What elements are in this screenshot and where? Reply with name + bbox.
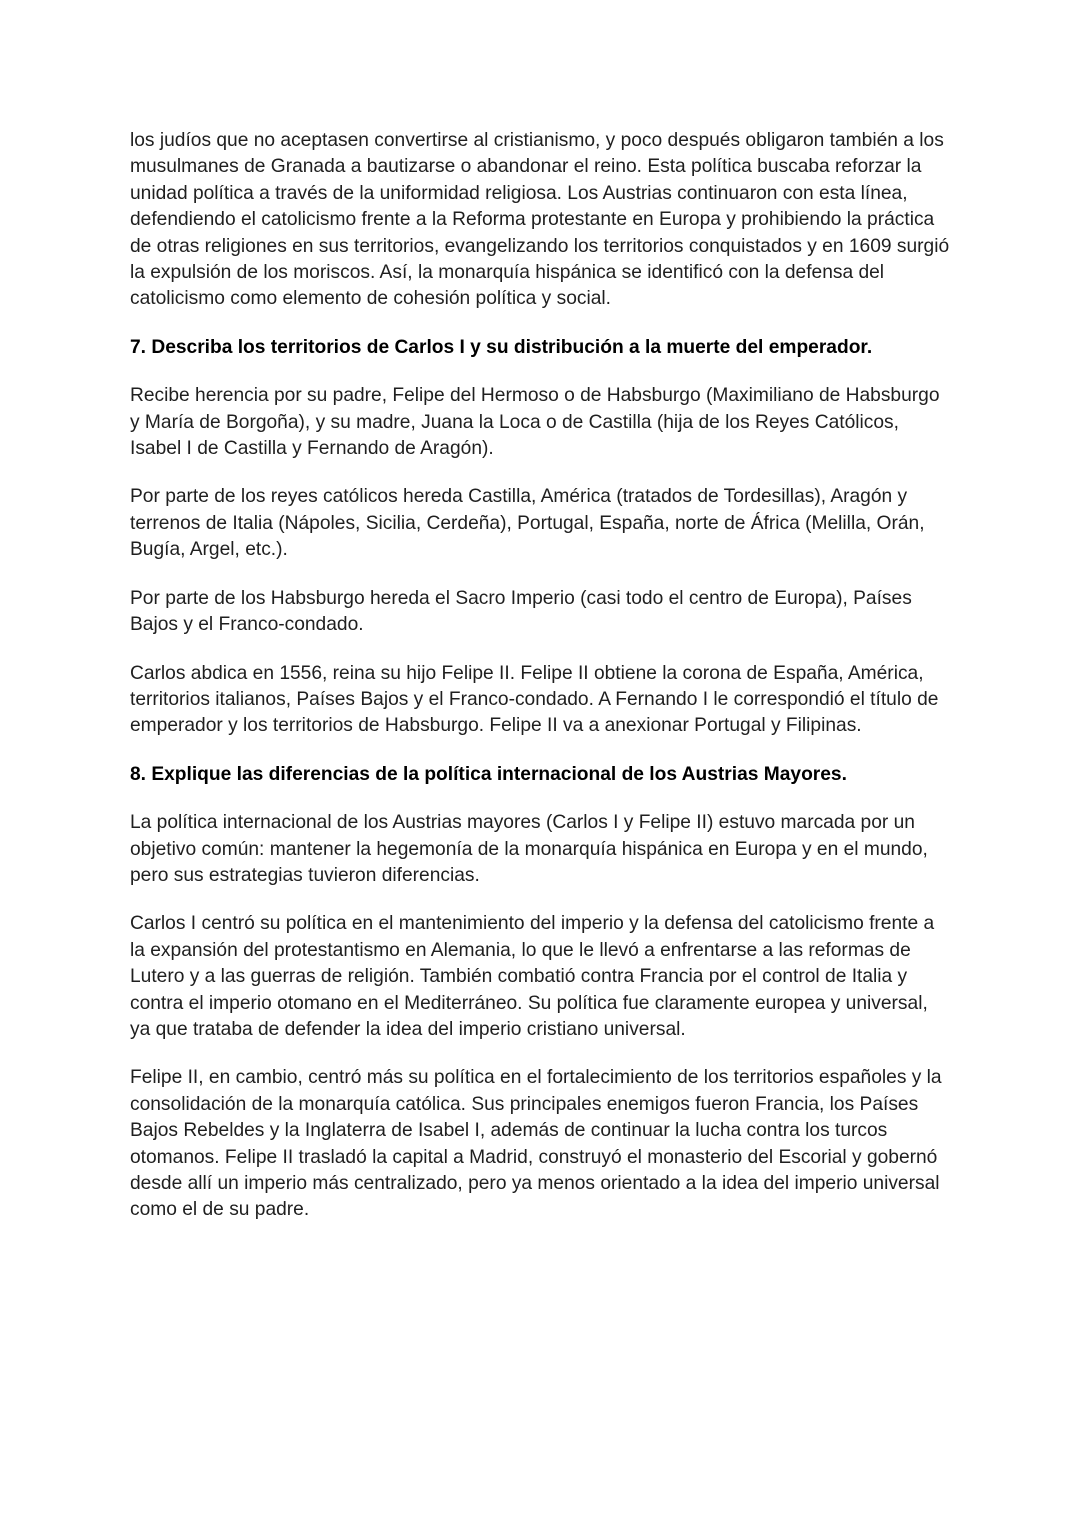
paragraph-carlos-policy: Carlos I centró su política en el mantenimiento del imperio y la defensa del catolicismo frente a la expansión del protestantismo en Alemania, lo que le llevó a enfrentarse a las reformas de Lutero y a las guerras de religión. También combatió contra Francia por el control de Italia y contra el imperio otomano en el Mediterráneo. Su política fue claramente europea y universal, ya que trataba de defender la idea del imperio cristiano universal.: [130, 913, 935, 1040]
paragraph-felipe-policy: Felipe II, en cambio, centró más su política en el fortalecimiento de los territorios españoles y la consolidación de la monarquía católica. Sus principales enemigos fueron Francia, los Países Bajos Rebeldes y la Inglaterra de Isabel I, además de continuar la lucha contra los turcos otomanos. Felipe II trasladó la capital a Madrid, construyó el monasterio del Escorial y gobernó desde allí un imperio más centralizado, pero ya menos orientado a la idea del imperio universal como el de su padre.: [130, 1067, 942, 1221]
paragraph-abdication: Carlos abdica en 1556, reina su hijo Felipe II. Felipe II obtiene la corona de España, América, territorios italianos, Países Bajos y el Franco-condado. A Fernando I le correspondió el título de emperador y los territorios de Habsburgo. Felipe II va a anexionar Portugal y Filipinas.: [130, 662, 939, 737]
document-page: [130, 128, 950, 1246]
paragraph-inheritance-parents: Recibe herencia por su padre, Felipe del Hermoso o de Habsburgo (Maximiliano de Habsburgo y María de Borgoña), y su madre, Juana la Loca o de Castilla (hija de los Reyes Católicos, Isabel I de Castilla y Fernando de Aragón).: [130, 385, 940, 460]
question-8-heading: 8. Explique las diferencias de la política internacional de los Austrias Mayores.: [130, 763, 847, 785]
question-7-heading: 7. Describa los territorios de Carlos I y su distribución a la muerte del emperador.: [130, 336, 873, 358]
paragraph-religious-unity: los judíos que no aceptasen convertirse al cristianismo, y poco después obligaron también a los musulmanes de Granada a bautizarse o abandonar el reino. Esta política buscaba reforzar la unidad política a través de la uniformidad religiosa. Los Austrias continuaron con esta línea, defendiendo el catolicismo frente a la Reforma protestante en Europa y prohibiendo la práctica de otras religiones en sus territorios, evangelizando los territorios conquistados y en 1609 surgió la expulsión de los moriscos. Así, la monarquía hispánica se identificó con la defensa del catolicismo como elemento de cohesión política y social.: [130, 130, 950, 310]
paragraph-foreign-policy-intro: La política internacional de los Austrias mayores (Carlos I y Felipe II) estuvo marcada por un objetivo común: mantener la hegemonía de la monarquía hispánica en Europa y en el mundo, pero sus estrategias tuvieron diferencias.: [130, 812, 928, 886]
paragraph-habsburg-inheritance: Por parte de los Habsburgo hereda el Sacro Imperio (casi todo el centro de Europa), Países Bajos y el Franco-condado.: [130, 587, 912, 636]
paragraph-catholic-kings-inheritance: Por parte de los reyes católicos hereda Castilla, América (tratados de Tordesillas), Aragón y terrenos de Italia (Nápoles, Sicilia, Cerdeña), Portugal, España, norte de África (Melilla, Orán, Bugía, Argel, etc.).: [130, 486, 925, 561]
